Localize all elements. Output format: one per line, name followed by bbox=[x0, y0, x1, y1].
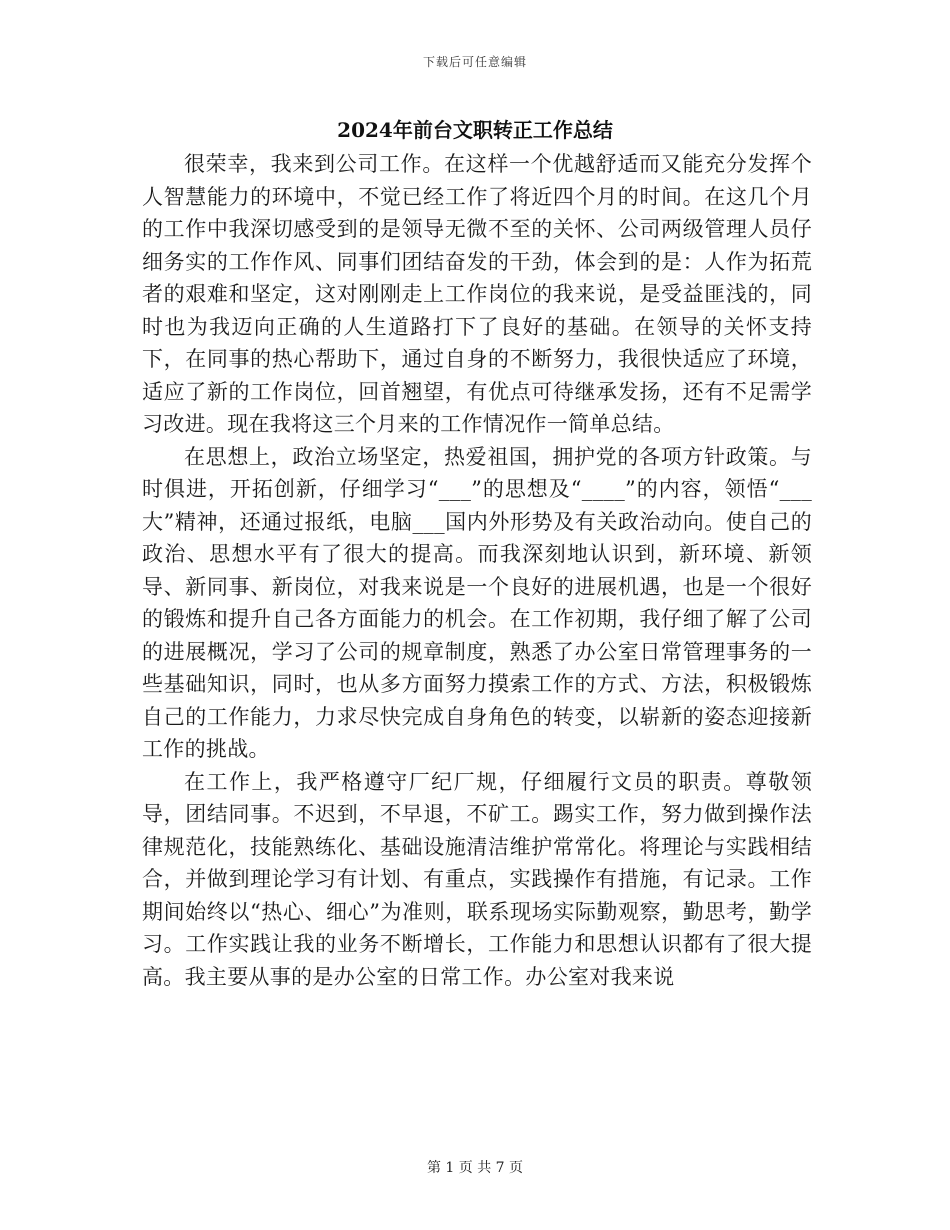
document-body bbox=[142, 148, 812, 993]
page-number: 第 1 页 共 7 页 bbox=[426, 1160, 524, 1176]
header-note: 下载后可任意编辑 bbox=[422, 55, 527, 69]
paragraph: 很荣幸，我来到公司工作。在这样一个优越舒适而又能充分发挥个人智慧能力的环境中，不觉已经工作了将近四个月的时间。在这几个月的工作中我深切感受到的是领导无微不至的关怀、公司两级管理人员仔细务实的工作作风、同事们团结奋发的干劲，体会到的是：人作为拓荒者的艰难和坚定，这对刚刚走上工作岗位的我来说，是受益匪浅的，同时也为我迈向正确的人生道路打下了良好的基础。在领导的关怀支持下，在同事的热心帮助下，通过自身的不断努力，我很快适应了环境，适应了新的工作岗位，回首翘望，有优点可待继承发扬，还有不足需学习改进。现在我将这三个月来的工作情况作一简单总结。 bbox=[142, 152, 812, 436]
paragraph: 在工作上，我严格遵守厂纪厂规，仔细履行文员的职责。尊敬领导，团结同事。不迟到，不早退，不矿工。踢实工作，努力做到操作法律规范化，技能熟练化、基础设施清洁维护常常化。将理论与实践相结合，并做到理论学习有计划、有重点，实践操作有措施，有记录。工作期间始终以“热心、细心”为准则，联系现场实际勤观察，勤思考，勤学习。工作实践让我的业务不断增长，工作能力和思想认识都有了很大提高。我主要从事的是办公室的日常工作。办公室对我来说 bbox=[142, 769, 812, 989]
document-title: 2024年前台文职转正工作总结 bbox=[337, 118, 613, 142]
paragraph: 在思想上，政治立场坚定，热爱祖国，拥护党的各项方针政策。与时俱进，开拓创新，仔细学习“___”的思想及“____”的内容，领悟“___大”精神，还通过报纸，电脑___国内外形势及有关政治动向。使自己的政治、思想水平有了很大的提高。而我深刻地认识到，新环境、新领导、新同事、新岗位，对我来说是一个良好的进展机遇，也是一个很好的锻炼和提升自己各方面能力的机会。在工作初期，我仔细了解了公司的进展概况，学习了公司的规章制度，熟悉了办公室日常管理事务的一些基础知识，同时，也从多方面努力摸索工作的方式、方法，积极锻炼自己的工作能力，力求尽快完成自身角色的转变，以崭新的姿态迎接新工作的挑战。 bbox=[142, 444, 812, 761]
